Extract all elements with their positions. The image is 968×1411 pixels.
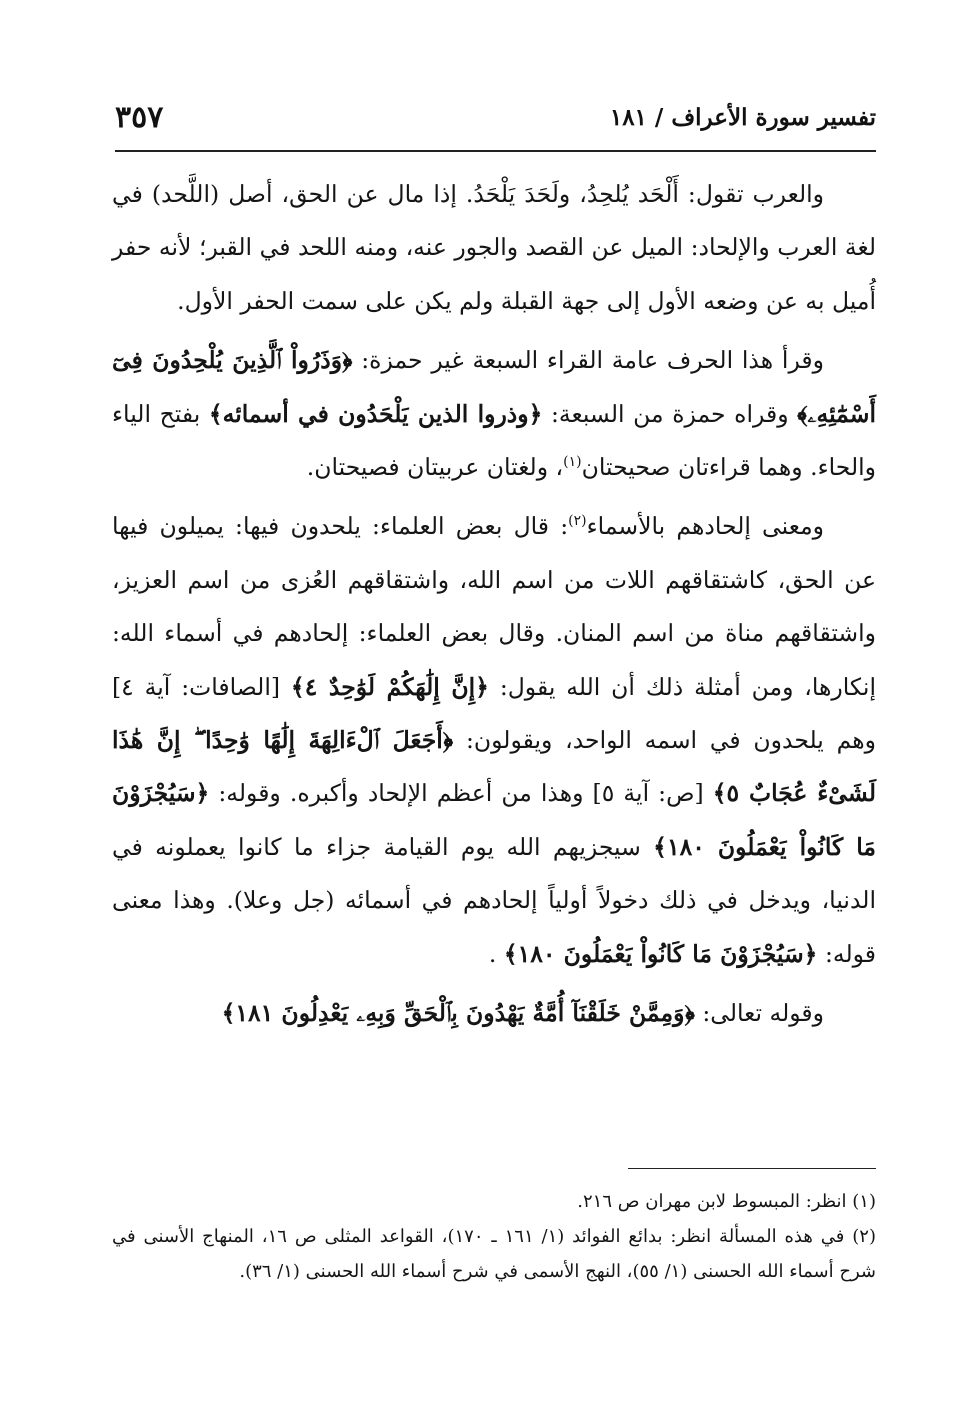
paragraph-3-text-e: سيجزيهم الله يوم القيامة جزاء ما كانوا يعملونه في الدنيا، ويدخل في ذلك دخولاً أولياً إلحادهم في أسمائه (جل وعلا). وهذا معنى قوله: — [112, 832, 876, 968]
paragraph-3-text-f: . — [488, 939, 497, 968]
paragraph-2-text-c: بفتح الياء والحاء. وهما قراءتان صحيحتان — [112, 399, 876, 482]
paragraph-3-text-c: [الصافات: آية ٤] وهم يلحدون في اسمه الواحد، ويقولون: — [112, 672, 876, 755]
quran-verse-1: ﴿وَذَرُواْ ٱلَّذِينَ يُلْحِدُونَ فِىٓ أَسْمَٰٓئِهِۦ﴾ — [112, 346, 876, 428]
paragraph-3-text-a: ومعنى إلحادهم بالأسماء — [586, 512, 825, 541]
paragraph-3-text-d: [ص: آية ٥] وهذا من أعظم الإلحاد وأكبره. وقوله: — [218, 779, 704, 808]
paragraph-2-text-a: وقرأ هذا الحرف عامة القراء السبعة غير حمزة: — [361, 346, 824, 375]
quran-verse-6: ﴿وَمِمَّنْ خَلَقْنَآ أُمَّةٌ يَهْدُونَ بِٱلْحَقِّ وَبِهِۦ يَعْدِلُونَ ١٨١﴾ — [221, 999, 695, 1028]
header-rule — [115, 150, 876, 152]
quran-verse-5: ﴿سَيُجْزَوْنَ مَا كَانُواْ يَعْمَلُونَ ١٨٠﴾ — [503, 939, 818, 968]
quran-variant-reading: ﴿وذروا الذين يَلْحَدُون في أسمائه﴾ — [208, 399, 543, 428]
main-text — [112, 168, 876, 1047]
footnote-1: (١) انظر: المبسوط لابن مهران ص ٢١٦. — [577, 1191, 876, 1212]
footnote-2: (٢) في هذه المسألة انظر: بدائع الفوائد (١/ ١٦١ ـ ١٧٠)، القواعد المثلى ص ١٦، المنهاج الأسنى في شرح أسماء الله الحسنى (١/ ٥٥)، النهج الأسمى في شرح أسماء الله الحسنى (١/ ٣٦). — [112, 1226, 876, 1282]
footnote-ref-1: (١) — [563, 454, 582, 471]
page-number: ٣٥٧ — [115, 100, 164, 135]
page-header — [115, 100, 876, 148]
paragraph-4-text-a: وقوله تعالى: — [702, 999, 824, 1028]
footnotes — [112, 1184, 876, 1289]
paragraph-3 — [112, 500, 876, 981]
paragraph-4 — [112, 987, 876, 1040]
quran-verse-2: ﴿إِنَّ إِلَٰهَكُمْ لَوَٰحِدٌ ٤﴾ — [290, 672, 489, 701]
footnote-rule — [628, 1168, 876, 1169]
footnote-ref-2: (٢) — [568, 513, 587, 530]
running-title: تفسير سورة الأعراف / ١٨١ — [609, 104, 876, 131]
quran-verse-4: ﴿سَيُجْزَوْنَ مَا كَانُواْ يَعْمَلُونَ ١٨٠﴾ — [112, 779, 876, 861]
paragraph-3-text-b: : قال بعض العلماء: يلحدون فيها: يميلون فيها عن الحق، كاشتقاقهم اللات من اسم الله، واشتقاقهم العُزى من اسم العزيز، واشتقاقهم مناة من اسم المنان. وقال بعض العلماء: إلحادهم في أسماء الله: إنكارها، ومن أمثلة ذلك أن الله يقول: — [112, 512, 876, 701]
quran-verse-3: ﴿أَجَعَلَ ٱلْءَالِهَةَ إِلَٰهًا وَٰحِدًا ۖ إِنَّ هَٰذَا لَشَىْءٌ عُجَابٌ ٥﴾ — [112, 726, 876, 808]
paragraph-2-text-b: وقراه حمزة من السبعة: — [550, 399, 789, 428]
paragraph-1: والعرب تقول: أَلْحَد يُلحِدُ، ولَحَدَ يَلْحَدُ. إذا مال عن الحق، أصل (اللَّحد) في لغة العرب والإلحاد: الميل عن القصد والجور عنه، ومنه اللحد في القبر؛ لأنه حفر أُميل به عن وضعه الأول إلى جهة القبلة ولم يكن على سمت الحفر الأول. — [112, 180, 876, 315]
paragraph-2-text-d: ، ولغتان عربيتان فصيحتان. — [306, 453, 564, 482]
paragraph-2 — [112, 334, 876, 494]
